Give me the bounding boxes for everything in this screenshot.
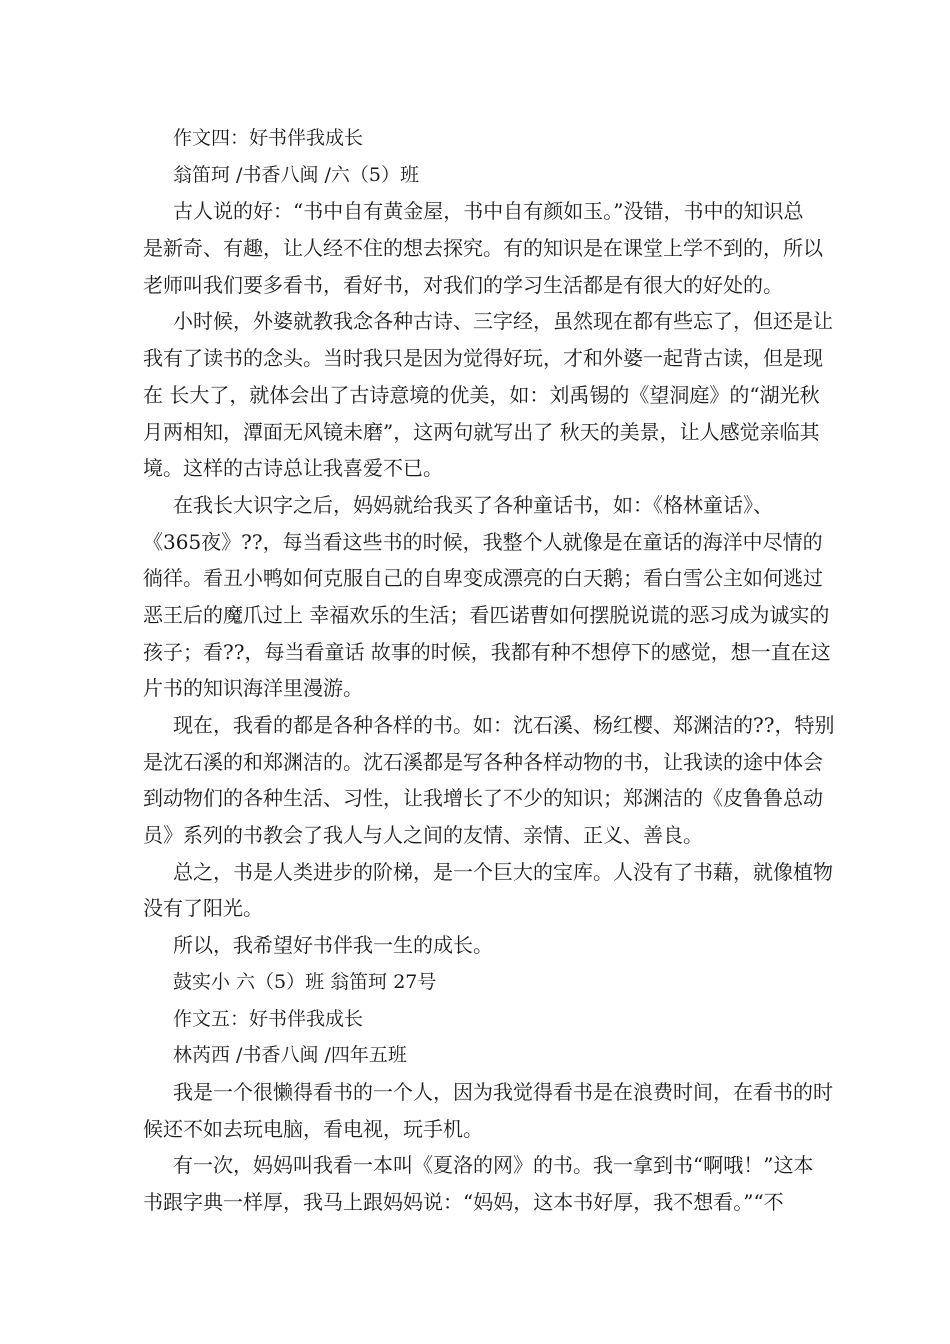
- text-line: 候还不如去玩电脑，看电视，玩手机。: [143, 1116, 483, 1141]
- text-line: 月两相知，潭面无风镜未磨”，这两句就写出了 秋天的美景，让人感觉亲临其: [143, 419, 820, 444]
- paragraph: [143, 1147, 814, 1220]
- document-body: [143, 120, 835, 1221]
- text-line: 有一次，妈妈叫我看一本叫《夏洛的网》的书。我一拿到书“啊哦！”这本: [173, 1153, 814, 1178]
- text-line: 我是一个很懒得看书的一个人，因为我觉得看书是在浪费时间，在看书的时: [173, 1079, 833, 1104]
- text-line: 我有了读书的念头。当时我只是因为觉得好玩，才和外婆一起背古读，但是现: [143, 346, 823, 371]
- paragraph: [143, 854, 833, 927]
- text-line: 《365夜》??，每当看这些书的时候，我整个人就像是在童话的海洋中尽情的: [143, 529, 823, 554]
- text-line: 在 长大了，就体会出了古诗意境的优美，如：刘禹锡的《望洞庭》的“湖光秋: [143, 382, 820, 407]
- text-line: 老师叫我们要多看书，看好书，对我们的学习生活都是有很大的好处的。: [143, 272, 783, 297]
- text-line: 员》系列的书教会了我人与人之间的友情、亲情、正义、善良。: [143, 823, 703, 848]
- text-line: 古人说的好：“书中自有黄金屋，书中自有颜如玉。”没错，书中的知识总: [173, 199, 804, 224]
- text-line: 孩子；看??，每当看童话 故事的时候，我都有种不想停下的感觉，想一直在这: [143, 639, 831, 664]
- paragraph: [143, 193, 823, 303]
- paragraph: [143, 1074, 833, 1147]
- text-line: 现在，我看的都是各种各样的书。如：沈石溪、杨红樱、郑渊洁的??，特别: [173, 713, 835, 737]
- text-line: 到动物们的各种生活、习性，让我增长了不少的知识；郑渊洁的《皮鲁鲁总动: [143, 786, 823, 811]
- text-line: 是沈石溪的和郑渊洁的。沈石溪都是写各种各样动物的书，让我读的途中体会: [143, 749, 823, 774]
- text-line: 徜徉。看丑小鸭如何克服自己的自卑变成漂亮的白天鹅；看白雪公主如何逃过: [143, 566, 823, 591]
- text-line: 恶王后的魔爪过上 幸福欢乐的生活；看匹诺曹如何摆脱说谎的恶习成为诚实的: [143, 602, 830, 627]
- text-line: 所以，我希望好书伴我一生的成长。: [173, 933, 493, 958]
- text-line: 境。这样的古诗总让我喜爱不已。: [143, 456, 443, 481]
- text-line: 书跟字典一样厚，我马上跟妈妈说：“妈妈，这本书好厚，我不想看。”“不: [143, 1189, 784, 1214]
- text-line: 小时候，外婆就教我念各种古诗、三字经，虽然现在都有些忘了，但还是让: [173, 309, 833, 334]
- text-line: 是新奇、有趣，让人经不住的想去探究。有的知识是在课堂上学不到的，所以: [143, 236, 823, 261]
- text-line: 总之，书是人类进步的阶梯，是一个巨大的宝库。人没有了书藉，就像植物: [173, 859, 833, 884]
- paragraph: [143, 927, 807, 964]
- essay-title: 作文四：好书伴我成长: [173, 127, 364, 149]
- essay-author-line: 翁笛珂 /书香八闽 /六（5）班: [173, 163, 419, 186]
- paragraph: [143, 707, 835, 854]
- essay-signature: 鼓实小 六（5）班 翁笛珂 27号: [173, 970, 437, 993]
- text-line: 片书的知识海洋里漫游。: [143, 676, 363, 701]
- essay-title: 作文五：好书伴我成长: [173, 1007, 364, 1030]
- paragraph: [143, 487, 831, 707]
- paragraph: [143, 303, 833, 486]
- text-line: 在我长大识字之后，妈妈就给我买了各种童话书，如：《格林童话》、: [173, 492, 773, 517]
- text-line: 没有了阳光。: [143, 896, 263, 921]
- essay-author-line: 林芮西 /书香八闽 /四年五班: [173, 1044, 407, 1067]
